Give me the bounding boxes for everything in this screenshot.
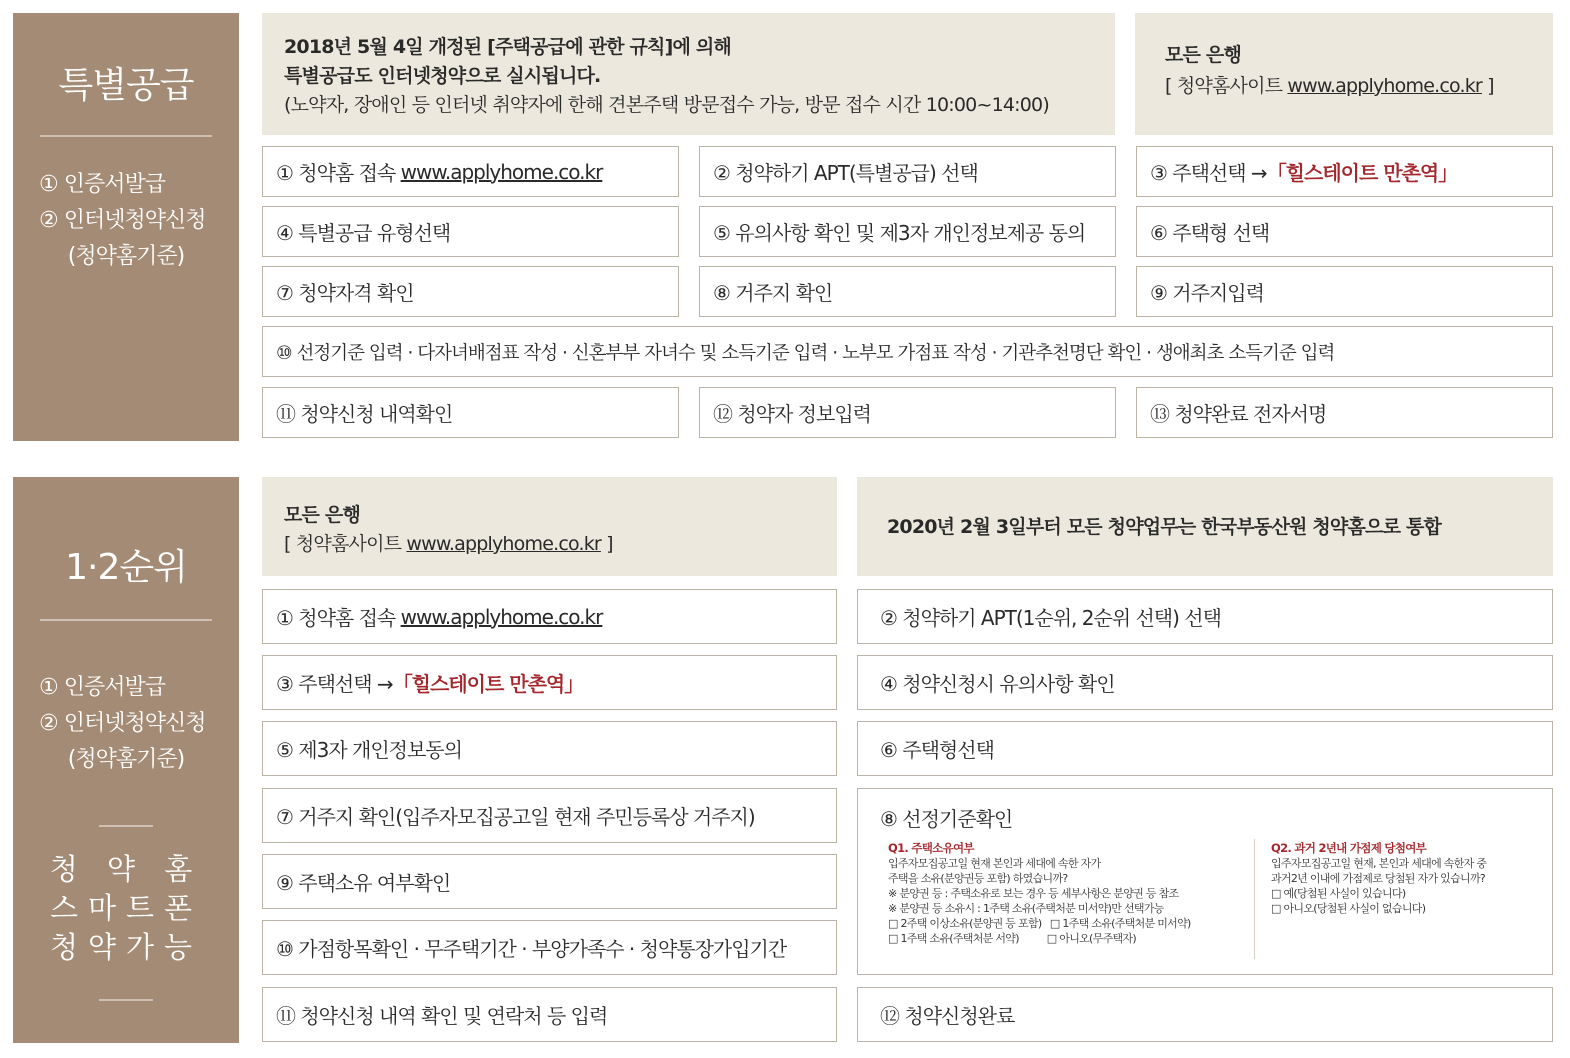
rank-bank-box <box>262 477 837 576</box>
rank-mobile-note <box>13 850 239 967</box>
rank-step-5 <box>262 721 837 776</box>
special-notice-line2: 특별공급도 인터넷청약으로 실시됩니다. <box>284 65 601 87</box>
rank-q2-option: □ 아니오(당첨된 사실이 없습니다) <box>1271 902 1426 915</box>
rank-step-7-label: ⑦ 거주지 확인(입주자모집공고일 현재 주민등록상 거주지) <box>276 805 755 829</box>
special-step-1-label: ① 청약홈 접속 <box>276 161 396 185</box>
special-notice-box <box>262 13 1115 135</box>
special-step-13 <box>1136 387 1553 438</box>
special-step-12-label: ⑫ 청약자 정보입력 <box>713 402 871 426</box>
special-step-11 <box>262 387 679 438</box>
rank-step-6-label: ⑥ 주택형선택 <box>880 738 994 762</box>
rank-q2-option: □ 예(당첨된 사실이 있습니다) <box>1271 887 1406 900</box>
rank-steps <box>13 670 239 778</box>
rank-step-12-label: ⑫ 청약신청완료 <box>880 1004 1015 1028</box>
rank-bank-site-prefix: [ 청약홈사이트 <box>284 533 407 555</box>
rank-step-10-label: ⑩ 가점항목확인 · 무주택기간 · 부양가족수 · 청약통장가입기간 <box>276 937 787 961</box>
special-step-6 <box>1136 206 1553 257</box>
rank-q1-line: 입주자모집공고일 현재 본인과 세대에 속한 자가 <box>888 857 1101 870</box>
rank-step-3 <box>262 655 837 710</box>
rank-bank-site <box>284 530 613 559</box>
special-step-online: ② 인터넷청약신청 <box>39 208 206 233</box>
special-bank-title: 모든 은행 <box>1165 44 1242 66</box>
rank-step-cert: ① 인증서발급 <box>39 675 165 700</box>
rank-step-4 <box>857 655 1553 710</box>
special-step-9-label: ⑨ 거주지입력 <box>1150 281 1264 305</box>
rank-q2-head: Q2. 과거 2년내 가점제 당첨여부 <box>1271 841 1427 855</box>
special-step-13-label: ⑬ 청약완료 전자서명 <box>1150 402 1327 426</box>
rank-step-9-label: ⑨ 주택소유 여부확인 <box>276 871 451 895</box>
special-step-7-label: ⑦ 청약자격 확인 <box>276 281 414 305</box>
special-step-1 <box>262 146 679 197</box>
rank-step-6 <box>857 721 1553 776</box>
rank-mobile-divider-bottom <box>99 999 153 1001</box>
rank-step-2-label: ② 청약하기 APT(1순위, 2순위 선택) 선택 <box>880 606 1221 630</box>
rank-step-online: ② 인터넷청약신청 <box>39 711 206 736</box>
special-step-3-highlight: 「힐스테이트 만촌역」 <box>1266 161 1458 185</box>
special-step-7 <box>262 266 679 317</box>
rank-q1-option: □ 2주택 이상소유(분양권 등 포함) □ 1주택 소유(주택처분 미서약) <box>888 917 1191 930</box>
special-step-cert: ① 인증서발급 <box>39 172 165 197</box>
special-step-5-label: ⑤ 유의사항 확인 및 제3자 개인정보제공 동의 <box>713 221 1086 245</box>
special-step-4-label: ④ 특별공급 유형선택 <box>276 221 451 245</box>
rank-step-basis: (청약홈기준) <box>67 747 185 772</box>
rank-q2-line: 과거2년 이내에 가점제로 당첨된 자가 있습니까? <box>1271 872 1486 885</box>
special-step-9 <box>1136 266 1553 317</box>
rank-q1-head: Q1. 주택소유여부 <box>888 841 974 855</box>
rank-q1-line: ※ 분양권 등 소유시 : 1주택 소유(주택처분 미서약)만 선택가능 <box>888 902 1164 915</box>
rank-step-10 <box>262 920 837 975</box>
special-steps <box>13 167 239 275</box>
rank-q1 <box>888 841 1191 946</box>
special-step-5 <box>699 206 1116 257</box>
rank-step-2 <box>857 589 1553 644</box>
special-step-11-label: ⑪ 청약신청 내역확인 <box>276 402 453 426</box>
special-bank-site-link[interactable]: www.applyhome.co.kr <box>1287 75 1482 97</box>
rank-title: 1·2순위 <box>65 547 187 588</box>
special-step-2 <box>699 146 1116 197</box>
special-sidebar <box>13 13 239 441</box>
rank-q2-line: 입주자모집공고일 현재, 본인과 세대에 속한자 중 <box>1271 857 1487 870</box>
special-step-3-label: ③ 주택선택 → <box>1150 161 1267 185</box>
rank-q1-option: □ 1주택 소유(주택처분 서약) □ 아니오(무주택자) <box>888 932 1136 945</box>
rank-q1-line: 주택을 소유(분양권등 포함) 하였습니까? <box>888 872 1068 885</box>
rank-step-11-label: ⑪ 청약신청 내역 확인 및 연락처 등 입력 <box>276 1004 608 1028</box>
rank-step-1 <box>262 589 837 644</box>
rank-q1-line: ※ 분양권 등 : 주택소유로 보는 경우 등 세부사항은 분양권 등 참조 <box>888 887 1179 900</box>
rank-notice-box <box>857 477 1553 576</box>
special-notice-line1: 2018년 5월 4일 개정된 [주택공급에 관한 규칙]에 의해 <box>284 36 731 58</box>
rank-sidebar-divider <box>40 619 212 621</box>
rank-step-1-label: ① 청약홈 접속 <box>276 606 396 630</box>
rank-notice-text: 2020년 2월 3일부터 모든 청약업무는 한국부동산원 청약홈으로 통합 <box>887 516 1442 538</box>
special-step-8 <box>699 266 1116 317</box>
rank-step-3-highlight: 「힐스테이트 만촌역」 <box>392 672 584 696</box>
special-title: 특별공급 <box>58 65 194 106</box>
special-bank-site-prefix: [ 청약홈사이트 <box>1165 75 1288 97</box>
rank-bank-title: 모든 은행 <box>284 504 361 526</box>
special-step-10 <box>262 326 1553 377</box>
special-step-4 <box>262 206 679 257</box>
rank-q-divider <box>1254 839 1255 959</box>
rank-mobile-line2: 스마트폰 <box>49 891 203 925</box>
special-bank-site <box>1165 72 1494 101</box>
special-bank-box <box>1135 13 1553 135</box>
special-sidebar-divider <box>40 135 212 137</box>
rank-step-8 <box>857 788 1553 975</box>
rank-step-5-label: ⑤ 제3자 개인정보동의 <box>276 738 462 762</box>
rank-bank-site-link[interactable]: www.applyhome.co.kr <box>406 533 601 555</box>
special-step-10-label: ⑩ 선정기준 입력 · 다자녀배점표 작성 · 신혼부부 자녀수 및 소득기준 입력 · 노부모 가점표 작성 · 기관추천명단 확인 · 생애최초 소득기준 입력 <box>276 342 1335 364</box>
special-step-6-label: ⑥ 주택형 선택 <box>1150 221 1270 245</box>
special-bank-site-suffix: ] <box>1481 75 1494 97</box>
special-step-2-label: ② 청약하기 APT(특별공급) 선택 <box>713 161 978 185</box>
special-notice-line3: (노약자, 장애인 등 인터넷 취약자에 한해 견본주택 방문접수 가능, 방문 접수 시간 10:00~14:00) <box>284 94 1049 116</box>
special-step-basis: (청약홈기준) <box>67 244 185 269</box>
rank-mobile-line3: 청약가능 <box>49 930 203 964</box>
rank-step-3-label: ③ 주택선택 → <box>276 672 393 696</box>
special-step-3 <box>1136 146 1553 197</box>
special-step-8-label: ⑧ 거주지 확인 <box>713 281 833 305</box>
rank-sidebar <box>13 477 239 1043</box>
rank-bank-site-suffix: ] <box>600 533 613 555</box>
rank-step-4-label: ④ 청약신청시 유의사항 확인 <box>880 672 1115 696</box>
rank-step-1-link[interactable]: www.applyhome.co.kr <box>400 604 603 629</box>
special-step-1-link[interactable]: www.applyhome.co.kr <box>400 159 603 184</box>
rank-mobile-line1: 청 약 홈 <box>49 852 203 886</box>
rank-step-9 <box>262 854 837 909</box>
rank-step-8-title: ⑧ 선정기준확인 <box>880 807 1013 831</box>
rank-step-7 <box>262 788 837 843</box>
rank-q2 <box>1271 841 1486 916</box>
rank-step-11 <box>262 987 837 1042</box>
rank-mobile-divider-top <box>99 825 153 827</box>
special-step-12 <box>699 387 1116 438</box>
rank-step-12 <box>857 987 1553 1042</box>
